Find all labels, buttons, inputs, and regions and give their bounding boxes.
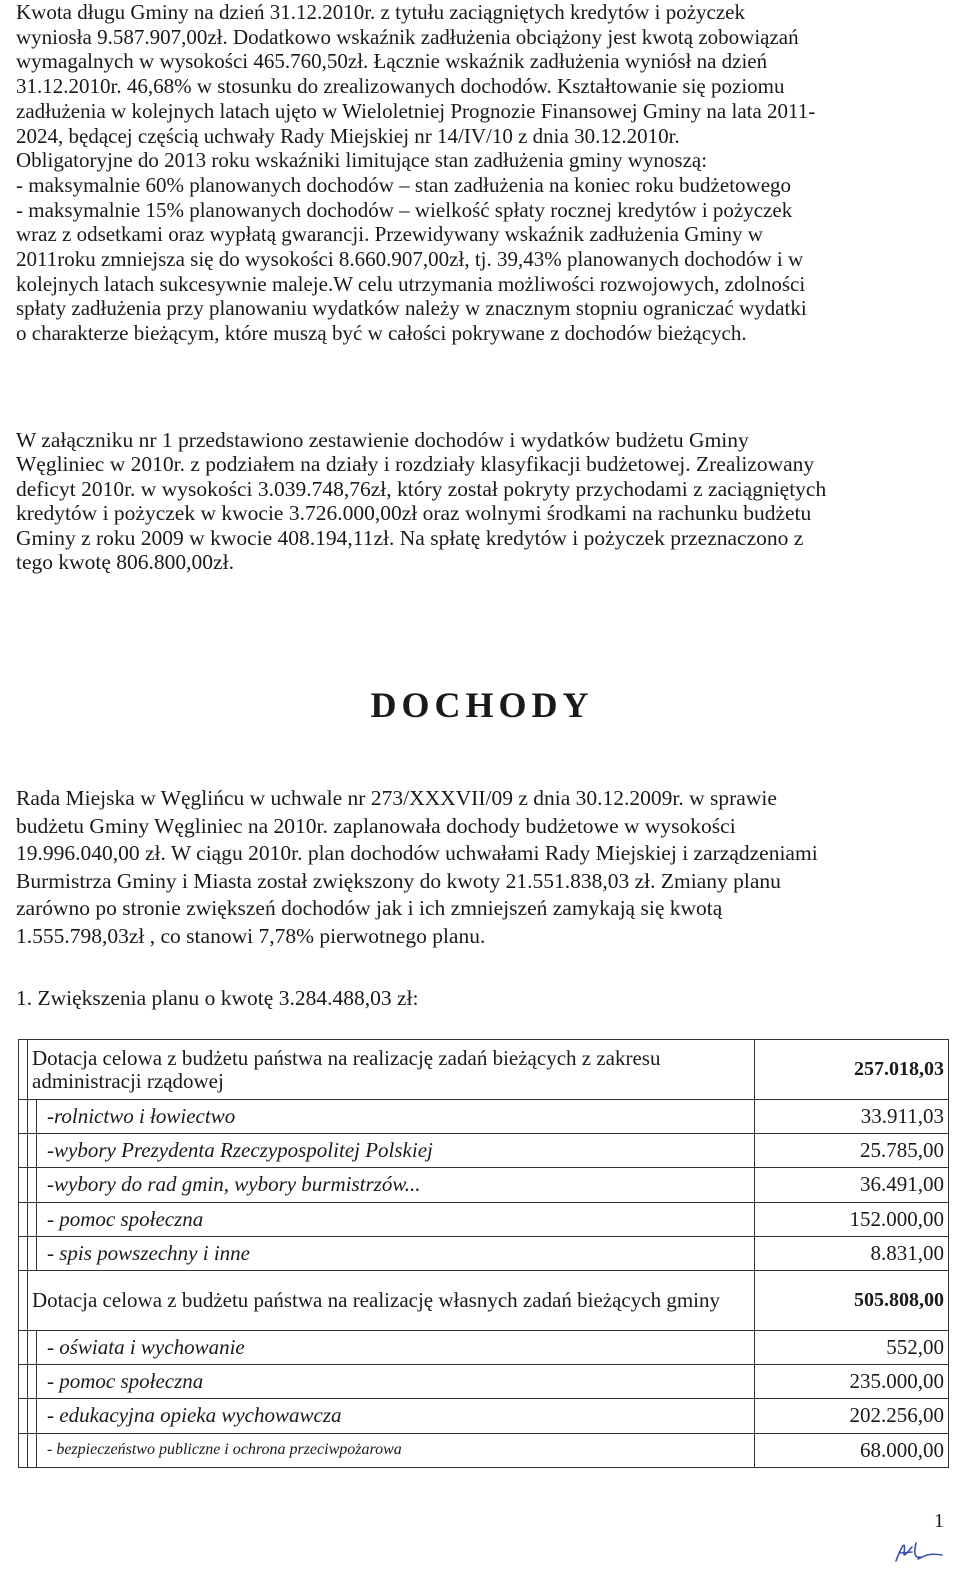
row-description: Dotacja celowa z budżetu państwa na realizację własnych zadań bieżących gminy: [28, 1270, 755, 1330]
table-row: [19, 1100, 949, 1134]
text-line: kredytów i pożyczek w kwocie 3.726.000,00zł oraz wolnymi środkami na rachunku budżetu: [16, 501, 812, 526]
table-row: [19, 1399, 949, 1433]
row-amount: 552,00: [755, 1330, 949, 1364]
row-amount: 505.808,00: [755, 1270, 949, 1330]
indent-cell: [19, 1270, 28, 1330]
row-description: - pomoc społeczna: [37, 1365, 755, 1399]
table-row: [19, 1365, 949, 1399]
text-line: zarówno po stronie zwiększeń dochodów jak i ich zmniejszeń zamykają się kwotą: [16, 896, 723, 921]
indent-cell: [28, 1399, 37, 1433]
row-amount: 202.256,00: [755, 1399, 949, 1433]
text-line: - maksymalnie 60% planowanych dochodów – stan zadłużenia na koniec roku budżetowego: [16, 172, 792, 197]
indent-cell: [19, 1040, 28, 1100]
page-number: 1: [934, 1510, 944, 1532]
table-row: [19, 1168, 949, 1202]
indent-cell: [19, 1168, 28, 1202]
row-description: - pomoc społeczna: [37, 1202, 755, 1236]
list-item-increase: 1. Zwiększenia planu o kwotę 3.284.488,03 zł:: [16, 986, 419, 1010]
indent-cell: [19, 1365, 28, 1399]
row-description: - edukacyjna opieka wychowawcza: [37, 1399, 755, 1433]
signature-mark: [890, 1535, 950, 1565]
text-line: o charakterze bieżącym, które muszą być w całości pokrywane z dochodów bieżących.: [16, 321, 747, 346]
indent-cell: [28, 1100, 37, 1134]
table-row: [19, 1202, 949, 1236]
row-description: Dotacja celowa z budżetu państwa na realizację zadań bieżących z zakresu administracji rządowej: [28, 1040, 755, 1100]
row-description: -rolnictwo i łowiectwo: [37, 1100, 755, 1134]
row-amount: 25.785,00: [755, 1134, 949, 1168]
income-paragraph: [16, 785, 960, 951]
section-heading: DOCHODY: [370, 685, 594, 725]
row-amount: 235.000,00: [755, 1365, 949, 1399]
row-amount: 36.491,00: [755, 1168, 949, 1202]
table-row: [19, 1134, 949, 1168]
row-amount: 257.018,03: [755, 1040, 949, 1100]
row-description: - spis powszechny i inne: [37, 1236, 755, 1270]
row-amount: 152.000,00: [755, 1202, 949, 1236]
indent-cell: [19, 1236, 28, 1270]
text-line: spłaty zadłużenia przy planowaniu wydatków należy w znacznym stopniu ograniczać wydatki: [16, 296, 807, 321]
text-line: W załączniku nr 1 przedstawiono zestawienie dochodów i wydatków budżetu Gminy: [16, 428, 749, 452]
text-line: 19.996.040,00 zł. W ciągu 2010r. plan dochodów uchwałami Rady Miejskiej i zarządzeniami: [16, 841, 818, 866]
text-line: 1.555.798,03zł , co stanowi 7,78% pierwotnego planu.: [16, 923, 486, 948]
row-amount: 8.831,00: [755, 1236, 949, 1270]
text-line: wyniosła 9.587.907,00zł. Dodatkowo wskaźnik zadłużenia obciążony jest kwotą zobowiązań: [16, 24, 799, 49]
row-description: -wybory do rad gmin, wybory burmistrzów...: [37, 1168, 755, 1202]
text-line: Obligatoryjne do 2013 roku wskaźniki limitujące stan zadłużenia gminy wynoszą:: [16, 148, 708, 173]
indent-cell: [19, 1399, 28, 1433]
text-line: 31.12.2010r. 46,68% w stosunku do zrealizowanych dochodów. Kształtowanie się poziomu: [16, 74, 785, 99]
increase-table: [18, 1039, 949, 1468]
indent-cell: [28, 1330, 37, 1364]
table-row: [19, 1330, 949, 1364]
row-description: - oświata i wychowanie: [37, 1330, 755, 1364]
text-line: 2024, będącej częścią uchwały Rady Miejskiej nr 14/IV/10 z dnia 30.12.2010r.: [16, 123, 680, 148]
text-line: deficyt 2010r. w wysokości 3.039.748,76zł, który został pokryty przychodami z zaciągniętych: [16, 476, 827, 501]
indent-cell: [28, 1236, 37, 1270]
row-amount: 33.911,03: [755, 1100, 949, 1134]
table-row: [19, 1236, 949, 1270]
indent-cell: [19, 1100, 28, 1134]
text-line: zadłużenia w kolejnych latach ujęto w Wieloletniej Prognozie Finansowej Gminy na lata 2011-: [16, 98, 816, 123]
indent-cell: [28, 1134, 37, 1168]
row-amount: 68.000,00: [755, 1433, 949, 1467]
indent-cell: [19, 1202, 28, 1236]
row-description: - bezpieczeństwo publiczne i ochrona przeciwpożarowa: [37, 1433, 755, 1467]
indent-cell: [28, 1168, 37, 1202]
indent-cell: [19, 1433, 28, 1467]
indent-cell: [19, 1330, 28, 1364]
table-row: [19, 1433, 949, 1467]
text-line: - maksymalnie 15% planowanych dochodów – wielkość spłaty rocznej kredytów i pożyczek: [16, 197, 793, 222]
attachment-paragraph: [16, 428, 960, 574]
indent-cell: [19, 1134, 28, 1168]
table-row-main: [19, 1040, 949, 1100]
text-line: 2011roku zmniejsza się do wysokości 8.660.907,00zł, tj. 39,43% planowanych dochodów i w: [16, 247, 804, 272]
row-description: -wybory Prezydenta Rzeczypospolitej Polskiej: [37, 1134, 755, 1168]
text-line: Rada Miejska w Węglińcu w uchwale nr 273/XXXVII/09 z dnia 30.12.2009r. w sprawie: [16, 786, 777, 810]
text-line: Gminy z roku 2009 w kwocie 408.194,11zł. Na spłatę kredytów i pożyczek przeznaczono z: [16, 525, 804, 550]
table-row-main: [19, 1270, 949, 1330]
text-line: Węgliniec w 2010r. z podziałem na działy i rozdziały klasyfikacji budżetowej. Zrealizowany: [16, 452, 815, 477]
indent-cell: [28, 1433, 37, 1467]
text-line: Burmistrza Gminy i Miasta został zwiększony do kwoty 21.551.838,03 zł. Zmiany planu: [16, 868, 781, 893]
text-line: budżetu Gminy Węgliniec na 2010r. zaplanowała dochody budżetowe w wysokości: [16, 813, 736, 838]
debt-paragraph: [16, 0, 960, 346]
indent-cell: [28, 1365, 37, 1399]
text-line: wraz z odsetkami oraz wypłatą gwarancji. Przewidywany wskaźnik zadłużenia Gminy w: [16, 222, 763, 247]
text-line: Kwota długu Gminy na dzień 31.12.2010r. z tytułu zaciągniętych kredytów i pożyczek: [16, 0, 745, 24]
indent-cell: [28, 1202, 37, 1236]
text-line: kolejnych latach sukcesywnie maleje.W celu utrzymania możliwości rozwojowych, zdolności: [16, 271, 806, 296]
text-line: wymagalnych w wysokości 465.760,50zł. Łącznie wskaźnik zadłużenia wyniósł na dzień: [16, 49, 768, 74]
text-line: tego kwotę 806.800,00zł.: [16, 550, 234, 575]
